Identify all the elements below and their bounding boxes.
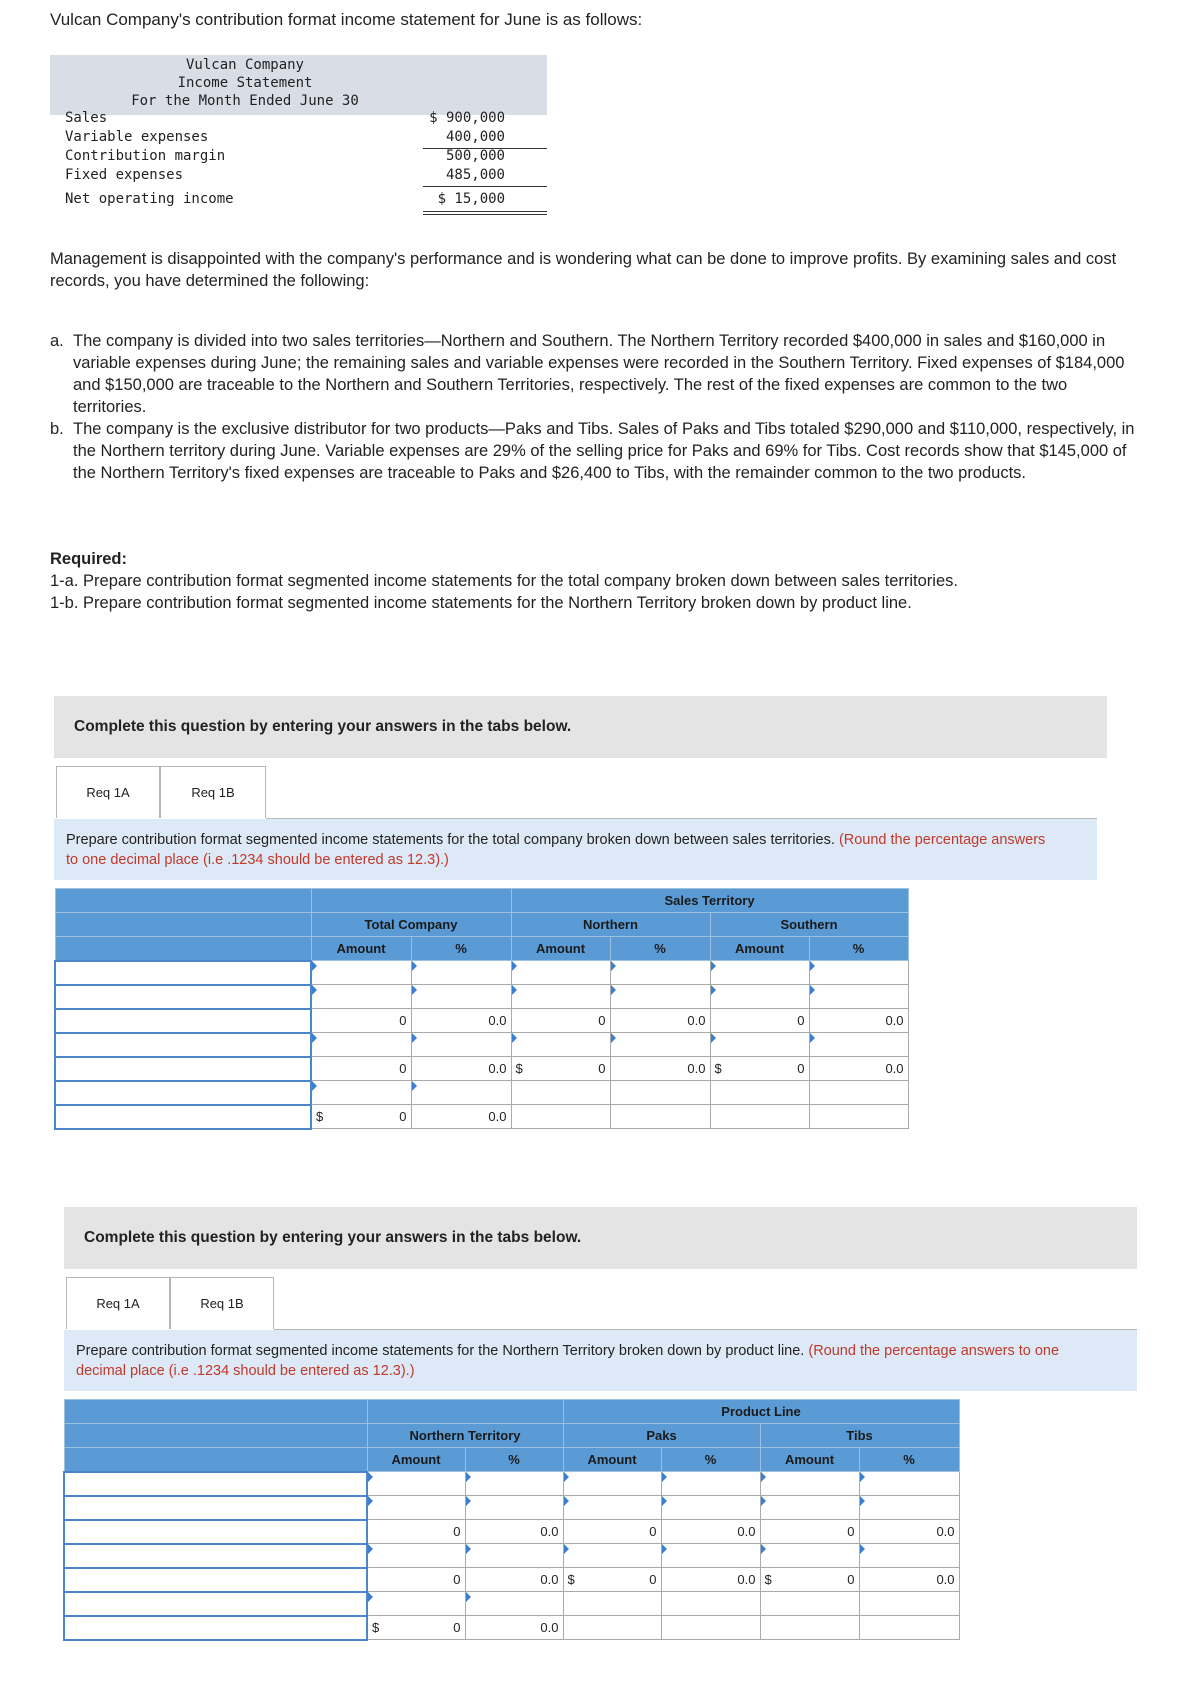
pct-input[interactable] [661,1544,760,1568]
pct-input[interactable] [661,1496,760,1520]
double-rule-bottom [423,214,547,215]
amount-input[interactable] [367,1592,465,1616]
table-row [64,1544,959,1568]
amount-value: 0 [511,1009,610,1033]
double-rule-top [423,211,547,212]
divider [423,186,547,187]
amount-value [311,1105,411,1129]
row-label: Fixed expenses [65,167,184,183]
intro-text: Vulcan Company's contribution format income statement for June is as follows: [50,10,643,29]
rounding-note: (Round the percentage answers to one decimal place (i.e .1234 should be entered as 12.3).) [66,832,1046,868]
instruction-text: Prepare contribution format segmented income statements for the Northern Territory broken down by product line. [76,1343,805,1359]
amount-value [511,1057,610,1081]
required-item: 1-a. Prepare contribution format segmented income statements for the total company broken down between sales territories. [50,572,958,590]
sub-amount: Amount [511,937,610,961]
row-label-input[interactable] [64,1472,367,1496]
sub-amount: Amount [367,1448,465,1472]
group-header: Sales Territory [511,889,908,913]
required-item: 1-b. Prepare contribution format segmented income statements for the Northern Territory broken down by product line. [50,594,912,612]
amount-input[interactable] [367,1544,465,1568]
pct-value: 0.0 [809,1057,908,1081]
pct-value: 0.0 [610,1057,710,1081]
pct-value: 0.0 [610,1009,710,1033]
fact-label: b. [50,420,64,438]
banner-text: Complete this question by entering your answers in the tabs below. [74,718,572,735]
sub-pct: % [661,1448,760,1472]
table-row [64,1616,959,1640]
fact-label: a. [50,332,64,350]
pct-value: 0.0 [859,1520,959,1544]
row-label-input[interactable] [55,1105,311,1129]
tab-req-1b[interactable]: Req 1B [170,1277,274,1329]
amount-input[interactable] [311,1033,411,1057]
instruction-text: Prepare contribution format segmented income statements for the total company broken down between sales territories. [66,832,835,848]
row-label-input[interactable] [55,1033,311,1057]
instructions-banner [54,696,1107,758]
amount-input[interactable] [367,1472,465,1496]
instruction-box-1b [64,1330,1137,1391]
sub-pct: % [859,1448,959,1472]
amount-input[interactable] [760,1544,859,1568]
table-row [55,1057,908,1081]
amount-number: 0 [797,1061,805,1076]
pct-input[interactable] [411,985,511,1009]
amount-input[interactable] [760,1496,859,1520]
amount-value [760,1568,859,1592]
pct-input[interactable] [859,1544,959,1568]
pct-input[interactable] [610,985,710,1009]
amount-input[interactable] [710,985,809,1009]
sub-amount: Amount [563,1448,661,1472]
instructions-banner [64,1207,1137,1269]
pct-input[interactable] [465,1472,563,1496]
col-total-company: Total Company [311,913,511,937]
dollar-sign: $ [567,1572,575,1587]
row-label: Variable expenses [65,129,209,145]
pct-input[interactable] [809,985,908,1009]
table-row [64,1496,959,1520]
table-row [55,1105,908,1129]
amount-input[interactable] [710,1033,809,1057]
table-row [64,1472,959,1496]
col-northern-territory: Northern Territory [367,1424,563,1448]
tab-req-1a[interactable]: Req 1A [56,766,160,818]
pct-input[interactable] [809,1033,908,1057]
table-row [55,1033,908,1057]
amount-number: 0 [453,1620,461,1635]
pct-value: 0.0 [465,1568,563,1592]
row-label-input[interactable] [55,1057,311,1081]
row-label-input[interactable] [64,1616,367,1640]
sub-amount: Amount [710,937,809,961]
pct-input[interactable] [411,1033,511,1057]
amount-input[interactable] [311,1081,411,1105]
row-label-input[interactable] [64,1568,367,1592]
income-statement [50,55,547,227]
pct-input[interactable] [859,1496,959,1520]
amount-input[interactable] [563,1544,661,1568]
management-paragraph: Management is disappointed with the company's performance and is wondering what can be done to improve profits. By examining sales and cost records, you have determined the following: [50,250,1117,290]
pct-input[interactable] [465,1544,563,1568]
table-row [64,1568,959,1592]
amount-value: 0 [367,1520,465,1544]
col-tibs: Tibs [760,1424,959,1448]
col-northern: Northern [511,913,710,937]
row-value: 400,000 [445,129,505,145]
row-value: $ 15,000 [437,191,505,207]
instruction-box-1a [54,819,1097,880]
row-label-input[interactable] [55,961,311,985]
amount-value: 0 [710,1009,809,1033]
row-value: 485,000 [445,167,505,183]
pct-value: 0.0 [859,1568,959,1592]
row-label: Net operating income [65,191,234,207]
amount-value: 0 [311,1057,411,1081]
banner-text: Complete this question by entering your answers in the tabs below. [84,1229,582,1246]
col-paks: Paks [563,1424,760,1448]
answer-table-1a [54,888,909,1130]
required-heading: Required: [50,550,128,568]
table-row [55,985,908,1009]
pct-input[interactable] [465,1496,563,1520]
dollar-sign: $ [764,1572,772,1587]
amount-value: 0 [760,1520,859,1544]
amount-input[interactable] [367,1496,465,1520]
pct-value: 0.0 [411,1105,511,1129]
amount-input[interactable] [511,1033,610,1057]
amount-value [710,1057,809,1081]
table-row [64,1520,959,1544]
amount-value: 0 [563,1520,661,1544]
row-label-input[interactable] [55,1081,311,1105]
pct-value: 0.0 [809,1009,908,1033]
table-row [55,1009,908,1033]
amount-number: 0 [847,1572,855,1587]
required-section [50,548,1140,614]
col-southern: Southern [710,913,908,937]
statement-title: Income Statement [177,75,313,91]
amount-input[interactable] [710,961,809,985]
sub-pct: % [411,937,511,961]
row-label-input[interactable] [64,1496,367,1520]
amount-input[interactable] [760,1472,859,1496]
table-row [55,961,908,985]
amount-input[interactable] [511,961,610,985]
pct-input[interactable] [859,1472,959,1496]
fact-b [50,418,1140,484]
amount-number: 0 [649,1572,657,1587]
amount-number: 0 [399,1109,407,1124]
amount-value [367,1616,465,1640]
table-row [55,1081,908,1105]
amount-input[interactable] [563,1496,661,1520]
row-label-input[interactable] [64,1592,367,1616]
pct-input[interactable] [809,961,908,985]
amount-input[interactable] [563,1472,661,1496]
pct-input[interactable] [610,961,710,985]
group-header: Product Line [563,1400,959,1424]
row-label-input[interactable] [64,1520,367,1544]
fact-a [50,330,1140,418]
amount-input[interactable] [311,961,411,985]
tab-req-1a[interactable]: Req 1A [66,1277,170,1329]
statement-period: For the Month Ended June 30 [131,93,359,109]
amount-value: 0 [367,1568,465,1592]
row-label-input[interactable] [55,985,311,1009]
pct-value: 0.0 [661,1568,760,1592]
answer-table-1b [63,1399,960,1641]
pct-input[interactable] [610,1033,710,1057]
amount-value: 0 [311,1009,411,1033]
amount-input[interactable] [511,985,610,1009]
dollar-sign: $ [714,1061,722,1076]
row-label: Sales [65,110,108,126]
sub-amount: Amount [311,937,411,961]
facts-list [50,330,1140,484]
pct-input[interactable] [411,961,511,985]
row-label-input[interactable] [64,1544,367,1568]
sub-pct: % [465,1448,563,1472]
dollar-sign: $ [515,1061,523,1076]
rounding-note: (Round the percentage answers to one decimal place (i.e .1234 should be entered as 12.3).) [76,1343,1060,1379]
tab-req-1b[interactable]: Req 1B [160,766,266,818]
table-row [64,1592,959,1616]
amount-value [563,1568,661,1592]
row-value: 500,000 [445,148,505,164]
pct-input[interactable] [411,1081,511,1105]
pct-value: 0.0 [661,1520,760,1544]
sub-pct: % [809,937,908,961]
dollar-sign: $ [372,1620,380,1635]
amount-input[interactable] [311,985,411,1009]
pct-input[interactable] [661,1472,760,1496]
sub-pct: % [610,937,710,961]
income-statement-header [50,55,547,115]
sub-amount: Amount [760,1448,859,1472]
pct-value: 0.0 [465,1520,563,1544]
pct-value: 0.0 [465,1616,563,1640]
row-value: $ 900,000 [429,110,505,126]
fact-text: The company is divided into two sales territories—Northern and Southern. The Northern Territory recorded $400,000 in sales and $160,000 in variable expenses during June; the remaining sales and variable expenses were recorded in the Southern Territory. Fixed expenses of $184,000 and $150,000 are traceable to the Northern and Southern Territories, respectively. The rest of the fixed expenses are common to the two territories. [73,332,1125,416]
pct-value: 0.0 [411,1009,511,1033]
row-label-input[interactable] [55,1009,311,1033]
company-name: Vulcan Company [185,57,304,73]
row-label: Contribution margin [65,148,226,164]
pct-value: 0.0 [411,1057,511,1081]
pct-input[interactable] [465,1592,563,1616]
dollar-sign: $ [316,1109,324,1124]
amount-number: 0 [598,1061,606,1076]
fact-text: The company is the exclusive distributor for two products—Paks and Tibs. Sales of Paks and Tibs totaled $290,000 and $110,000, respectively, in the Northern territory during June. Variable expenses are 29% of the selling price for Paks and 69% for Tibs. Cost records show that $145,000 of the Northern Territory's fixed expenses are traceable to Paks and $26,400 to Tibs, with the remainder common to the two products. [73,420,1135,482]
